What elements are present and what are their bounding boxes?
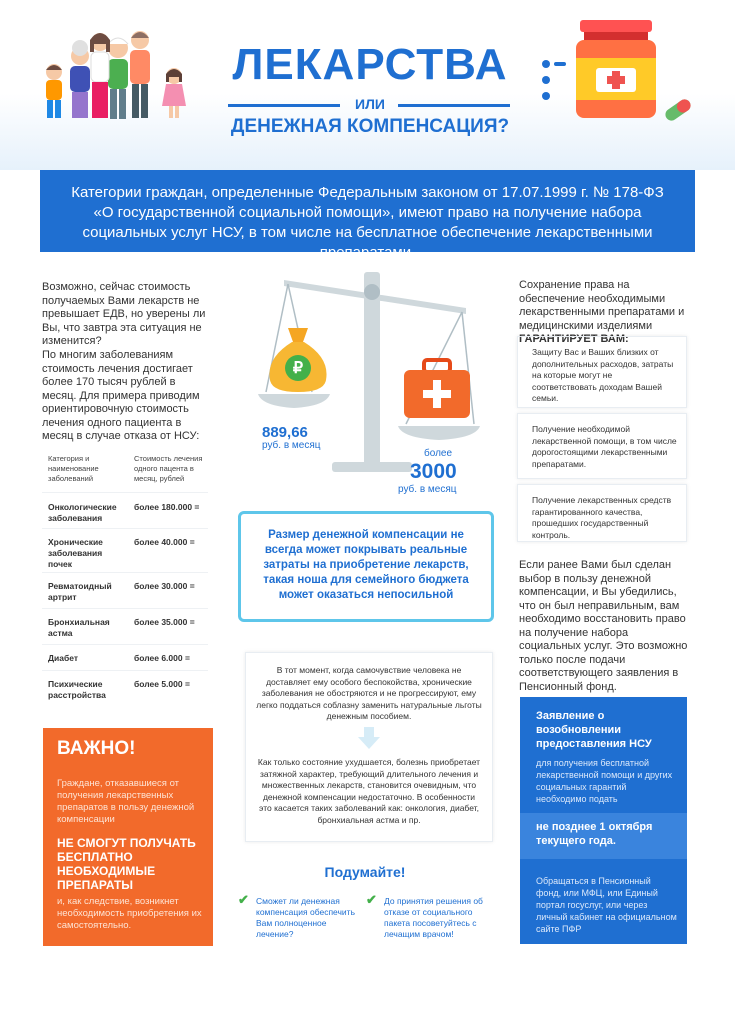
left-intro-2: По многим заболеваниям стоимость лечения достигает более 170 тысяч рублей в месяц. Для примера приводим ориентировочную стоимость лечения одного пациента в месяц в случае отказа от НСУ: [42,349,200,442]
guarantee-text: Получение лекарственных средств гарантированного качества, прошедших государственный контроль. [532,495,672,540]
table-header-disease: Категория и наименование заболеваний [48,454,99,483]
right-intro-bold: ГАРАНТИРУЕТ ВАМ: [519,333,629,345]
medicine-cost-amount: 3000 [410,460,457,483]
disease-cost: более 6.000 = [134,653,190,663]
table-row [42,608,208,645]
important-text-1: Граждане, отказавшиеся от получения лекарственных препаратов в пользу денежной компенсации [57,778,195,825]
application-box [520,697,687,944]
important-text-3: и, как следствие, возникнет необходимость приобретения их самостоятельно. [57,896,202,931]
table-row [42,670,208,707]
left-intro-1: Возможно, сейчас стоимость получаемых Вами лекарств не превышает ЕДВ, но уверены ли Вы, что завтра эта ситуация не изменится? [42,281,206,347]
application-text-1: для получения бесплатной лекарственной помощи и других социальных гарантий необходимо подать [536,758,673,804]
compensation-note [238,511,494,622]
compensation-unit: руб. в месяц [262,440,321,451]
medicine-cost-label: более [424,448,453,459]
important-text-2: НЕ СМОГУТ ПОЛУЧАТЬ БЕСПЛАТНО НЕОБХОДИМЫЕ ПРЕПАРАТЫ [57,836,196,892]
disease-name: Психические расстройства [48,679,106,700]
disease-cost: более 35.000 = [134,617,195,627]
compensation-note-text: Размер денежной компенсации не всегда может покрывать реальные затраты на приобретение лекарств, такая ноша для семейного бюджета может оказаться непосильной [263,529,469,601]
table-row [42,492,208,529]
application-deadline: не позднее 1 октября текущего года. [536,821,653,847]
disease-name: Бронхиальная астма [48,617,110,638]
application-title: Заявление о возобновлении предоставления НСУ [536,710,652,750]
restore-paragraph: Если ранее Вами был сделан выбор в пользу денежной компенсации, и Вы убедились, что он был неправильным, вам необходимо восстановить право на получение набора социальных услуг. Это возможно только после подачи соответствующего заявления в Пенсионный фонд. [519,559,688,693]
info-text-2: Как только состояние ухудшается, болезнь приобретает затяжной характер, требующий длительного лечения и множественных лекарств, становится очевидным, что денежной компенсации недостаточно. В особенности это касается таких заболеваний как: онкология, диабет, бронхиальная астма и пр. [257,757,481,825]
page-subtitle: ДЕНЕЖНАЯ КОМПЕНСАЦИЯ? [230,116,510,137]
disease-name: Хронические заболевания почек [48,537,103,569]
info-text-1: В тот момент, когда самочувствие человека не доставляет ему особого беспокойства, хронические заболевания не обостряются и не прогрессируют, ему легко поддаться соблазну заменить натуральные льготы денежным пособием. [256,665,482,721]
table-row [42,572,208,609]
check-item-2: До принятия решения об отказе от социального пакета посоветуйтесь с лечащим врачом! [384,896,483,939]
title-or: ИЛИ [355,96,385,112]
application-text-2: Обращаться в Пенсионный фонд, или МФЦ, или Единый портал госуслуг, или через личный кабинет на официальном сайте ПФР [536,876,677,934]
family-illustration [40,26,190,126]
important-box [43,728,213,946]
guarantee-item [517,484,687,542]
guarantee-text: Защиту Вас и Ваших близких от дополнительных расходов, затраты на которые могут не соответствовать доходам Вашей семьи. [532,347,674,403]
disease-name: Онкологические заболевания [48,502,117,523]
info-box [245,652,493,842]
ruble-symbol: ₽ [292,360,304,377]
medicine-cost-unit: руб. в месяц [398,484,457,495]
check-icon: ✔ [366,892,377,907]
guarantee-text: Получение необходимой лекарственной помощи, в том числе дорогостоящими лекарственными препаратами. [532,424,677,469]
pill-bottle-illustration [532,18,697,123]
guarantee-item [517,336,687,408]
important-title: ВАЖНО! [57,738,136,759]
compensation-amount: 889,66 [262,424,308,441]
disease-cost: более 180.000 = [134,502,200,512]
disease-cost: более 40.000 = [134,537,195,547]
check-item-1: Сможет ли денежная компенсация обеспечить Вам полноценное лечение? [256,896,355,939]
table-row [42,644,208,671]
first-aid-kit-icon [402,358,472,420]
law-banner [40,170,695,261]
table-row [42,528,208,573]
guarantee-item [517,413,687,479]
arrow-down-icon [356,727,382,749]
right-intro-text: Сохранение права на обеспечение необходимыми лекарственными препаратами и медицинскими изделиями [519,279,685,332]
law-banner-text: Категории граждан, определенные Федеральным законом от 17.07.1999 г. № 178-ФЗ «О государственной социальной помощи», имеют право на получение набора социальных услуг НСУ, в том числе на бесплатное обеспечение лекарственными препаратами. [71,184,664,261]
think-title: Подумайте! [324,864,406,880]
title-divider-right [398,104,510,107]
disease-name: Диабет [48,653,79,663]
disease-cost: более 5.000 = [134,679,190,689]
disease-name: Ревматоидный артрит [48,581,112,602]
page-title: ЛЕКАРСТВА [232,40,508,89]
check-icon: ✔ [238,892,249,907]
table-header-cost: Стоимость лечения одного пацента в месяц, рублей [134,454,203,483]
disease-cost: более 30.000 = [134,581,195,591]
